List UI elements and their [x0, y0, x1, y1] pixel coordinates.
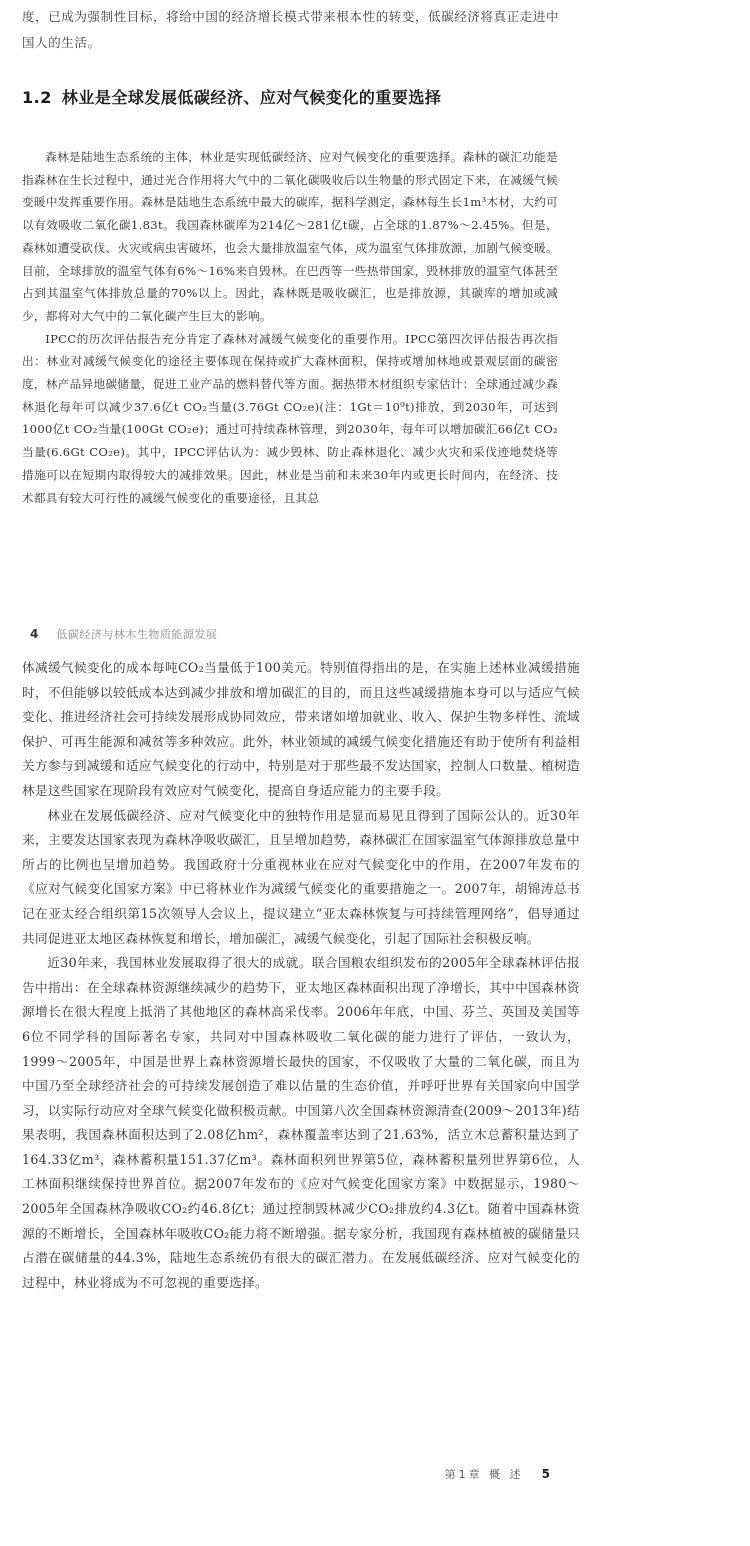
running-head-page-number: 4	[30, 627, 39, 641]
paragraph: 体减缓气候变化的成本每吨CO₂当量低于100美元。特别值得指出的是，在实施上述林业减缓措施时，不但能够以较低成本达到减少排放和增加碳汇的目的，而且这些减缓措施本身可以与适应气候变化、推进经济社会可持续发展形成协同效应，带来诸如增加就业、收入、保护生物多样性、流域保护、可再生能源和减贫等多种效应。此外，林业领域的减缓气候变化措施还有助于使所有利益相关方参与到减缓和适应气候变化的行动中，特别是对于那些最不发达国家，控制人口数量、植树造林是这些国家在现阶段有效应对气候变化，提高自身适应能力的主要手段。	[22, 660, 580, 798]
section-number: 1.2	[22, 88, 52, 107]
paragraph: 森林是陆地生态系统的主体，林业是实现低碳经济、应对气候变化的重要选择。森林的碳汇功能是指森林在生长过程中，通过光合作用将大气中的二氧化碳吸收后以生物量的形式固定下来，在减缓气候变暖中发挥重要作用。森林是陆地生态系统中最大的碳库，据科学测定，森林每生长1m³木材，大约可以有效吸收二氧化碳1.83t。我国森林碳库为214亿～281亿t碳，占全球的1.87%～2.45%。但是，森林如遭受砍伐、火灾或病虫害破坏，也会大量排放温室气体，成为温室气体排放源，加剧气候变暖。目前，全球排放的温室气体有6%～16%来自毁林。在巴西等一些热带国家，毁林排放的温室气体甚至占到其温室气体排放总量的70%以上。因此，森林既是吸收碳汇，也是排放源，其碳库的增加或减少，都将对大气中的二氧化碳产生巨大的影响。	[22, 150, 558, 323]
lower-body	[22, 656, 580, 1295]
paragraph: 林业在发展低碳经济、应对气候变化中的独特作用是显而易见且得到了国际公认的。近30年来，主要发达国家表现为森林净吸收碳汇，且呈增加趋势，森林碳汇在国家温室气体源排放总量中所占的比例也呈增加趋势。我国政府十分重视林业在应对气候变化中的作用，在2007年发布的《应对气候变化国家方案》中已将林业作为减缓气候变化的重要措施之一。2007年，胡锦涛总书记在亚太经合组织第15次领导人会议上，提议建立“亚太森林恢复与可持续管理网络”，倡导通过共同促进亚太地区森林恢复和增长，增加碳汇，减缓气候变化，引起了国际社会积极反响。	[22, 807, 580, 946]
upper-page	[0, 0, 750, 600]
running-head-title: 低碳经济与林木生物质能源发展	[56, 628, 218, 641]
running-foot-page-number: 5	[541, 1467, 550, 1481]
running-foot	[445, 1466, 550, 1482]
section-title: 林业是全球发展低碳经济、应对气候变化的重要选择	[61, 88, 442, 107]
running-head	[30, 626, 530, 646]
running-foot-chapter: 第1章 概 述	[444, 1468, 524, 1481]
paragraph: IPCC的历次评估报告充分肯定了森林对减缓气候变化的重要作用。IPCC第四次评估报告再次指出：林业对减缓气候变化的途径主要体现在保持或扩大森林面积，保持或增加林地或景观层面的碳密度，林产品异地碳储量，促进工业产品的燃料替代等方面。据热带木材组织专家估计：全球通过减少森林退化每年可以减少37.6亿t CO₂当量(3.76Gt CO₂e)(注：1Gt＝10⁹t)排放，到2030年，可达到1000亿t CO₂当量(100Gt CO₂e)；通过可持续森林管理，到2030年，每年可以增加碳汇66亿t CO₂当量(6.6Gt CO₂e)。其中，IPCC评估认为：减少毁林、防止森林退化、减少火灾和采伐迹地焚烧等措施可以在短期内取得较大的减排效果。因此，林业是当前和未来30年内或更长时间内，在经济、技术都具有较大可行性的减缓气候变化的重要途径，且其总	[22, 331, 558, 505]
continuation-text: 度，已成为强制性目标，将给中国的经济增长模式带来根本性的转变，低碳经济将真正走进中国人的生活。	[22, 9, 560, 50]
paragraph: 近30年来，我国林业发展取得了很大的成就。联合国粮农组织发布的2005年全球森林评估报告中指出：在全球森林资源继续减少的趋势下，亚太地区森林面积出现了净增长，其中中国森林资源增长在很大程度上抵消了其他地区的森林高采伐率。2006年年底，中国、芬兰、英国及美国等6位不同学科的国际著名专家，共同对中国森林吸收二氧化碳的能力进行了评估，一致认为，1999～2005年，中国是世界上森林资源增长最快的国家，不仅吸收了大量的二氧化碳，而且为中国乃至全球经济社会的可持续发展创造了难以估量的生态价值，并呼吁世界有关国家向中国学习，以实际行动应对全球气候变化做积极贡献。中国第八次全国森林资源清查(2009～2013年)结果表明，我国森林面积达到了2.08亿hm²，森林覆盖率达到了21.63%，活立木总蓄积量达到了164.33亿m³，森林蓄积量151.37亿m³。森林面积列世界第5位，森林蓄积量列世界第6位，人工林面积继续保持世界首位。据2007年发布的《应对气候变化国家方案》中数据显示，1980～2005年全国森林净吸收CO₂约46.8亿t；通过控制毁林减少CO₂排放约4.3亿t。随着中国森林资源的不断增长，全国森林年吸收CO₂能力将不断增强。据专家分析，我国现有森林植被的碳储量只占潜在碳储量的44.3%，陆地生态系统仍有很大的碳汇潜力。在发展低碳经济、应对气候变化的过程中，林业将成为不可忽视的重要选择。	[22, 955, 580, 1290]
section-heading	[22, 85, 622, 108]
upper-body	[22, 146, 558, 509]
